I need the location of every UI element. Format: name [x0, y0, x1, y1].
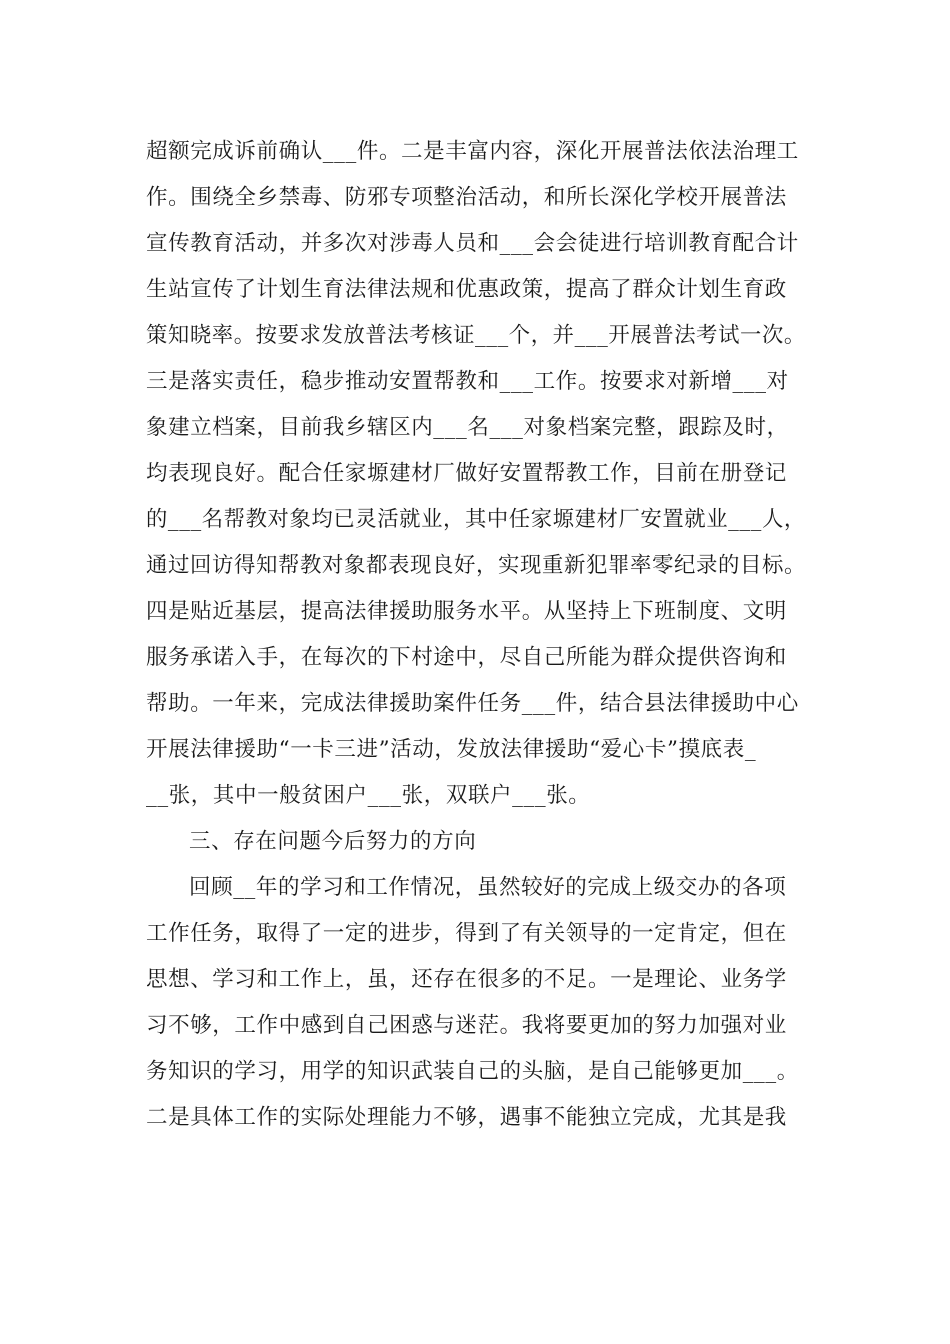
body-text-line: 超额完成诉前确认___件。二是丰富内容，深化开展普法依法治理工 [146, 139, 799, 164]
body-text-line: 回顾__年的学习和工作情况，虽然较好的完成上级交办的各项 [189, 875, 787, 900]
body-text-line: 生站宣传了计划生育法律法规和优惠政策，提高了群众计划生育政 [146, 277, 787, 302]
body-text-line: 的___名帮教对象均已灵活就业，其中任家塬建材厂安置就业___人， [146, 507, 806, 532]
body-text-line: 工作任务，取得了一定的进步，得到了有关领导的一定肯定，但在 [146, 921, 787, 946]
body-text-line: 宣传教育活动，并多次对涉毒人员和___会会徒进行培训教育配合计 [146, 231, 799, 256]
body-text-line: 二是具体工作的实际处理能力不够，遇事不能独立完成，尤其是我 [146, 1105, 787, 1130]
body-text-line: 服务承诺入手，在每次的下村途中，尽自己所能为群众提供咨询和 [146, 645, 787, 670]
body-text-line: 务知识的学习，用学的知识武装自己的头脑，是自己能够更加___。 [146, 1059, 799, 1084]
body-text-line: 象建立档案，目前我乡辖区内___名___对象档案完整，跟踪及时， [146, 415, 789, 440]
body-text-line: 通过回访得知帮教对象都表现良好，实现重新犯罪率零纪录的目标。 [146, 553, 807, 578]
section-heading: 三、存在问题今后努力的方向 [189, 829, 477, 854]
body-text-line: 帮助。一年来，完成法律援助案件任务___件，结合县法律援助中心 [146, 691, 799, 716]
body-text-line: 思想、学习和工作上，虽，还存在很多的不足。一是理论、业务学 [146, 967, 787, 992]
body-text-line: 四是贴近基层，提高法律援助服务水平。从坚持上下班制度、文明 [146, 599, 787, 624]
body-text-line: 作。围绕全乡禁毒、防邪专项整治活动，和所长深化学校开展普法 [146, 185, 787, 210]
body-text-line: 开展法律援助“一卡三进”活动，发放法律援助“爱心卡”摸底表_ [146, 737, 757, 762]
body-text-line: 三是落实责任，稳步推动安置帮教和___工作。按要求对新增___对 [146, 369, 789, 394]
body-text-line: 策知晓率。按要求发放普法考核证___个，并___开展普法考试一次。 [146, 323, 806, 348]
body-text-line: __张，其中一般贫困户___张，双联户___张。 [146, 783, 591, 808]
body-text-line: 均表现良好。配合任家塬建材厂做好安置帮教工作，目前在册登记 [146, 461, 787, 486]
body-text-line: 习不够，工作中感到自己困惑与迷茫。我将要更加的努力加强对业 [146, 1013, 787, 1038]
